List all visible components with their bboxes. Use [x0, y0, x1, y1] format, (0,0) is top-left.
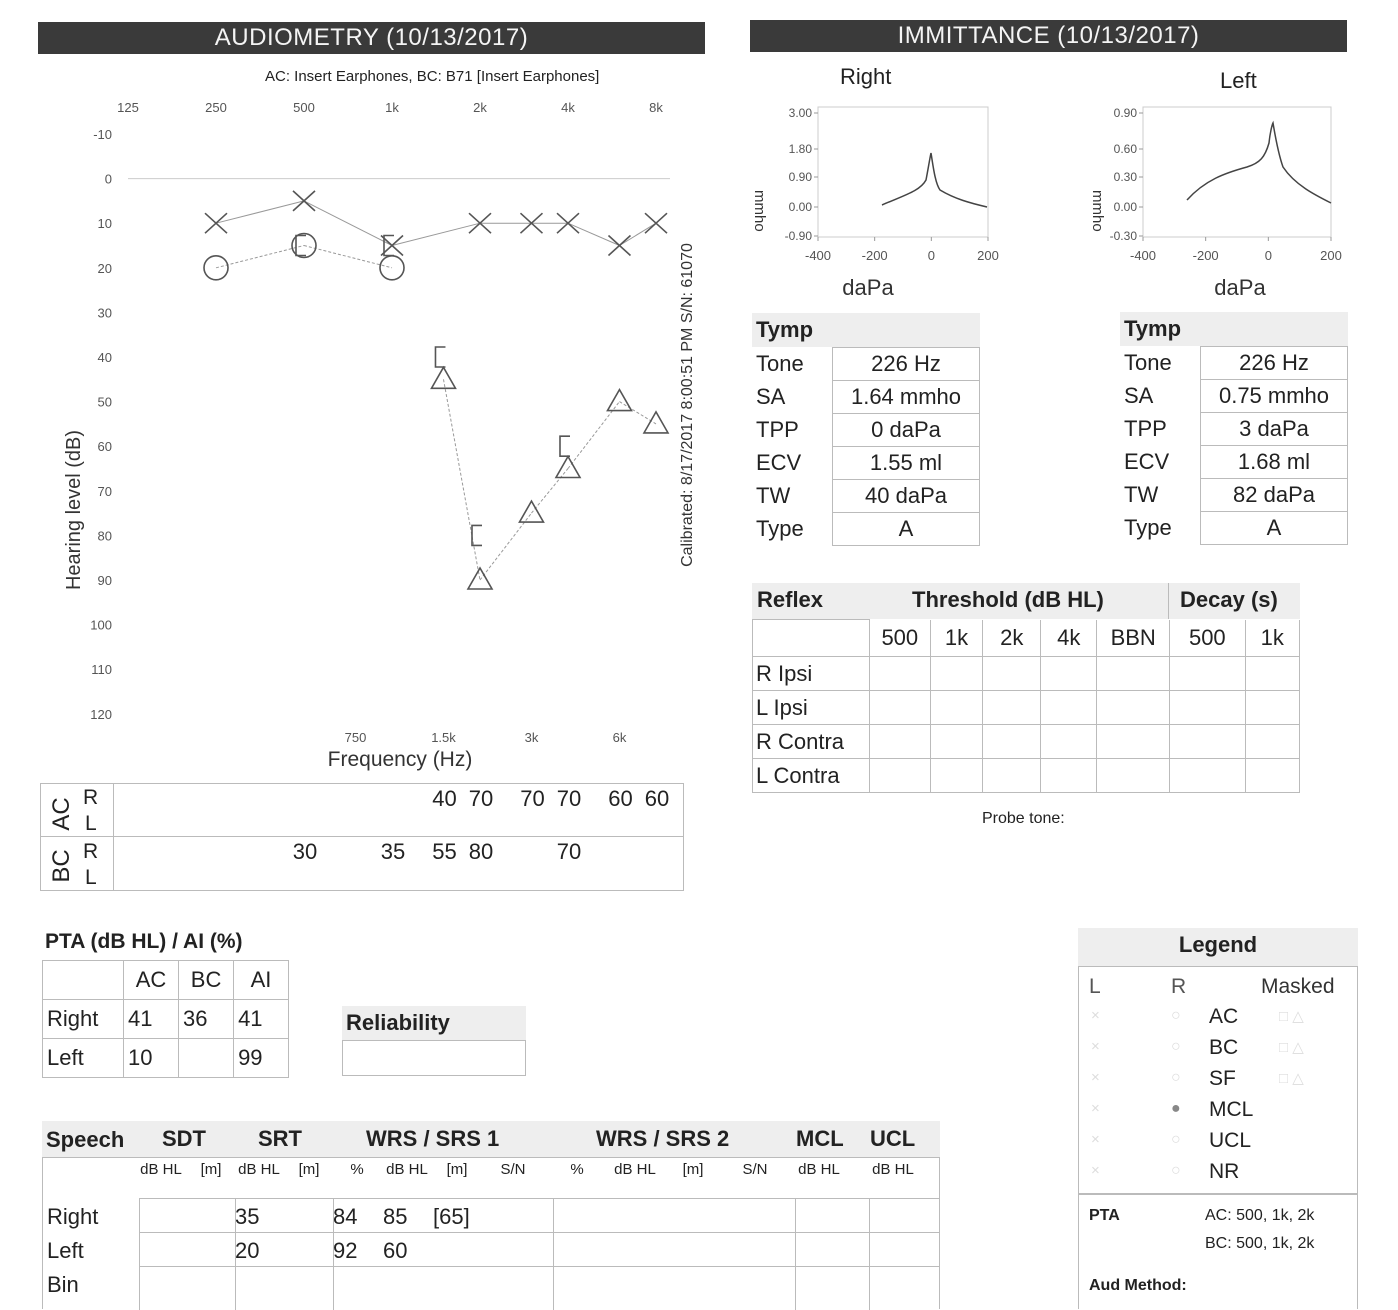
series-segment: [443, 379, 480, 580]
tymp-row: [752, 381, 980, 414]
speech-sub-header: S/N: [500, 1161, 526, 1178]
reflex-cell: [1041, 759, 1097, 793]
y-tick-label: 40: [97, 350, 112, 365]
ac-label: AC: [48, 797, 75, 831]
reflex-row-label: L Ipsi: [753, 691, 870, 725]
reflex-cell: [983, 759, 1041, 793]
right-ac-masked-triangle-mark: [556, 457, 580, 478]
right-ac-masked-triangle-mark: [607, 390, 631, 411]
pta-col-header: BC: [179, 961, 234, 1000]
audiogram-xlabel: Frequency (Hz): [327, 748, 473, 771]
series-segment: [216, 201, 304, 223]
reflex-cell: [1170, 657, 1246, 691]
speech-cell: [65]: [433, 1204, 470, 1229]
tymp-row: [1120, 347, 1348, 380]
tymp-key: Type: [756, 516, 804, 541]
reflex-cell: [1245, 657, 1299, 691]
reflex-cell: [1097, 657, 1170, 691]
speech-cell: 20: [235, 1238, 260, 1263]
y-tick-label: 70: [97, 483, 112, 499]
reliability-box: [342, 1040, 526, 1076]
threshold-value: 70: [520, 786, 545, 811]
speech-group-header: UCL: [870, 1126, 916, 1151]
speech-sub-header: dB HL: [872, 1161, 914, 1178]
audiogram-ticks: [90, 100, 663, 745]
tymp-row: [752, 414, 980, 447]
threshold-value: 70: [468, 786, 494, 811]
series-segment: [568, 223, 619, 245]
top-freq-label: 1k: [385, 100, 399, 115]
reflex-cell: [1041, 657, 1097, 691]
tymp-left-header: Tymp: [1120, 312, 1348, 346]
tymp-row: [1120, 479, 1348, 512]
reflex-cell: [1245, 759, 1299, 793]
legend-masked-symbol: □ △: [1279, 1039, 1304, 1056]
x-tick-label: 0: [927, 248, 935, 263]
legend-row-label: NR: [1209, 1160, 1240, 1183]
speech-sub-header: dB HL: [614, 1161, 656, 1178]
immittance-title: IMMITTANCE (10/13/2017): [750, 20, 1347, 52]
right-ac-masked-triangle-mark: [519, 501, 543, 522]
reflex-row: [753, 759, 1300, 793]
reflex-cell: [930, 725, 982, 759]
tymp-right-curve: [882, 153, 987, 207]
reflex-cell: [983, 691, 1041, 725]
legend-col-r: R: [1171, 975, 1187, 998]
tymp-value: 226 Hz: [1201, 347, 1348, 380]
speech-row-label: Right: [47, 1204, 99, 1229]
x-tick-label: -400: [804, 248, 832, 263]
series-segment: [216, 246, 304, 268]
tymp-right-ylabel: mmho: [751, 190, 768, 232]
reflex-cell: [869, 691, 930, 725]
threshold-value: 55: [432, 839, 457, 864]
tymp-row: [1120, 446, 1348, 479]
tymp-value: 1.64 mmho: [833, 381, 980, 414]
reliability-title: Reliability: [342, 1006, 526, 1040]
reflex-cell: [1041, 691, 1097, 725]
y-tick-label: 110: [91, 662, 112, 678]
pta-value: 99: [234, 1039, 289, 1078]
tymp-left-ylabel: mmho: [1089, 190, 1106, 232]
series-segment: [304, 201, 392, 246]
legend-title: Legend: [1078, 928, 1358, 966]
top-freq-label: 125: [117, 100, 139, 115]
probe-tone: Probe tone:: [982, 810, 1065, 827]
legend-masked-symbol: □ △: [1279, 1008, 1304, 1025]
y-tick-label: 1.80: [788, 142, 812, 156]
tymp-right-yticks: [785, 106, 818, 243]
series-segment: [619, 223, 656, 245]
legend-left-symbol: ×: [1091, 1069, 1100, 1086]
reflex-cell: [983, 725, 1041, 759]
threshold-value: 80: [468, 839, 494, 864]
tymp-key: SA: [1124, 383, 1154, 408]
tymp-row: [1120, 380, 1348, 413]
speech-sub-header: [m]: [446, 1161, 468, 1178]
left-ac-x-mark: [608, 236, 630, 256]
bc-l-label: L: [85, 866, 97, 889]
reflex-col-header: 1k: [930, 620, 982, 657]
y-tick-label: -0.90: [784, 229, 812, 243]
reflex-cell: [930, 691, 982, 725]
tymp-key: ECV: [1124, 449, 1170, 474]
bc-label: BC: [48, 849, 75, 883]
top-freq-label: 2k: [473, 100, 487, 115]
tymp-value: 1.55 ml: [833, 447, 980, 480]
x-tick-label: -400: [1129, 248, 1157, 263]
legend-row-label: MCL: [1209, 1098, 1254, 1121]
speech-row-label: Left: [47, 1238, 84, 1263]
speech-cell: 84: [333, 1204, 358, 1229]
legend-right-symbol: ●: [1171, 1100, 1181, 1117]
bottom-freq-label: 1.5k: [431, 730, 456, 745]
legend-row-label: AC: [1209, 1005, 1239, 1028]
legend-pta-box: [1078, 1194, 1358, 1309]
audiogram-marks: [204, 191, 668, 589]
left-ac-x-mark: [293, 191, 315, 211]
reflex-cell: [1245, 725, 1299, 759]
pta-title: PTA (dB HL) / AI (%): [45, 930, 243, 953]
y-tick-label: 60: [97, 439, 112, 455]
reflex-row-label: R Contra: [753, 725, 870, 759]
right-bc-masked-bracket-mark: [435, 347, 445, 367]
pta-row-label: Left: [43, 1039, 124, 1078]
legend-aud-method: Aud Method:: [1089, 1277, 1187, 1294]
tymp-value: 226 Hz: [833, 348, 980, 381]
speech-sub-header: [m]: [682, 1161, 704, 1178]
speech-sub-header: %: [350, 1161, 364, 1178]
pta-value: 41: [234, 1000, 289, 1039]
pta-table: [42, 960, 289, 1078]
tymp-key: Tone: [1124, 350, 1172, 375]
tymp-left-yticks: [1110, 106, 1143, 243]
x-tick-label: -200: [861, 248, 888, 263]
tymp-row: [1120, 512, 1348, 545]
tymp-value: A: [833, 513, 980, 546]
reflex-table: [752, 583, 1300, 793]
speech-sub-header: dB HL: [238, 1161, 280, 1178]
tymp-value: 3 daPa: [1201, 413, 1348, 446]
y-tick-label: 0: [104, 171, 112, 187]
tymp-value: 0.75 mmho: [1201, 380, 1348, 413]
speech-group-header: MCL: [796, 1126, 844, 1151]
tymp-key: ECV: [756, 450, 802, 475]
speech-group-header: SRT: [258, 1126, 302, 1151]
tymp-right-label: Right: [840, 64, 892, 89]
audiometry-title: AUDIOMETRY (10/13/2017): [38, 22, 705, 54]
tymp-left-xlabel: daPa: [1214, 275, 1266, 300]
tymp-key: TW: [756, 483, 791, 508]
bc-r-label: R: [83, 840, 99, 863]
reflex-row: [753, 657, 1300, 691]
y-tick-label: 120: [90, 706, 112, 722]
y-tick-label: 20: [97, 260, 112, 276]
y-tick-label: -0.30: [1109, 229, 1137, 243]
audiogram-lines: [216, 201, 656, 580]
reflex-cell: [1097, 691, 1170, 725]
series-segment: [480, 513, 531, 580]
legend-col-l: L: [1089, 975, 1101, 998]
legend-pta-label: PTA: [1089, 1207, 1120, 1224]
tymp-left-curve: [1187, 123, 1331, 203]
reflex-col-header: 2k: [983, 620, 1041, 657]
speech-cell: 35: [235, 1204, 260, 1229]
threshold-value: 60: [608, 786, 633, 811]
reflex-decay-header: Decay (s): [1180, 587, 1278, 612]
reflex-row-label: R Ipsi: [753, 657, 870, 691]
reflex-row: [753, 691, 1300, 725]
pta-value: 36: [179, 1000, 234, 1039]
legend-right-symbol: ○: [1171, 1162, 1181, 1179]
y-tick-label: 0.90: [788, 170, 812, 184]
speech-sub-header: [m]: [200, 1161, 222, 1178]
top-freq-label: 4k: [561, 100, 575, 115]
y-tick-label: 100: [90, 617, 112, 633]
tymp-value: 40 daPa: [833, 480, 980, 513]
series-segment: [568, 402, 619, 469]
ac-l-label: L: [85, 812, 97, 835]
legend-left-symbol: ×: [1091, 1100, 1100, 1117]
audiogram-chart: [30, 90, 710, 780]
reflex-col-header: 500: [869, 620, 930, 657]
tymp-row: [1120, 413, 1348, 446]
legend-right-symbol: ○: [1171, 1131, 1181, 1148]
pta-col-header: AI: [234, 961, 289, 1000]
legend-box: [1078, 966, 1358, 1194]
right-ac-masked-triangle-mark: [431, 367, 455, 388]
legend-row-label: BC: [1209, 1036, 1239, 1059]
pta-row-label: Right: [43, 1000, 124, 1039]
reflex-cell: [869, 657, 930, 691]
speech-group-header: WRS / SRS 2: [596, 1126, 730, 1151]
tymp-value: 1.68 ml: [1201, 446, 1348, 479]
threshold-value: 30: [292, 839, 318, 864]
tymp-right-xticks: [805, 237, 999, 263]
legend-left-symbol: ×: [1091, 1038, 1100, 1055]
bottom-freq-label: 750: [344, 730, 367, 745]
speech-sub-header: dB HL: [140, 1161, 182, 1178]
threshold-value: 70: [556, 786, 582, 811]
y-tick-label: 50: [97, 394, 112, 410]
reflex-col-header: 4k: [1041, 620, 1097, 657]
transducer-info: AC: Insert Earphones, BC: B71 [Insert Earphones]: [265, 68, 600, 85]
series-segment: [392, 223, 480, 245]
reflex-cell: [930, 759, 982, 793]
y-tick-label: 30: [97, 305, 112, 321]
pta-row: [43, 1000, 289, 1039]
speech-table: [42, 1157, 940, 1309]
tymp-left-label: Left: [1220, 68, 1257, 93]
tymp-left-xticks: [1130, 237, 1342, 263]
tymp-right-xlabel: daPa: [842, 275, 894, 300]
audiogram-ylabel: Hearing level (dB): [63, 429, 85, 591]
tympanogram-right: [740, 95, 1010, 305]
right-bc-masked-bracket-mark: [560, 436, 570, 456]
reflex-cell: [1097, 725, 1170, 759]
speech-row-label: Bin: [47, 1272, 79, 1297]
y-tick-label: 0.60: [1113, 142, 1137, 156]
speech-group-header: SDT: [162, 1126, 206, 1151]
legend-left-symbol: ×: [1091, 1162, 1100, 1179]
legend-row-label: UCL: [1209, 1129, 1252, 1152]
speech-sub-header: [m]: [298, 1161, 320, 1178]
tymp-value: 0 daPa: [833, 414, 980, 447]
legend-right-symbol: ○: [1171, 1069, 1181, 1086]
legend-col-masked: Masked: [1261, 975, 1335, 998]
tymp-key: TPP: [1124, 416, 1167, 441]
ac-r-label: R: [83, 786, 99, 809]
pta-value: 41: [124, 1000, 179, 1039]
speech-cell: 92: [333, 1238, 358, 1263]
tymp-value: A: [1201, 512, 1348, 545]
y-tick-label: -10: [93, 127, 112, 142]
tymp-value: 82 daPa: [1201, 479, 1348, 512]
tymp-row: [752, 480, 980, 513]
tymp-key: TPP: [756, 417, 799, 442]
legend-left-symbol: ×: [1091, 1131, 1100, 1148]
bottom-freq-label: 3k: [524, 730, 539, 745]
pta-value: [179, 1039, 234, 1078]
y-tick-label: 3.00: [788, 106, 812, 120]
x-tick-label: -200: [1192, 248, 1219, 263]
threshold-value: 35: [380, 839, 406, 864]
reflex-cell: [1041, 725, 1097, 759]
bottom-freq-label: 6k: [612, 730, 627, 745]
reflex-col-header: 500: [1170, 620, 1246, 657]
top-freq-label: 8k: [649, 100, 663, 115]
reflex-cell: [1245, 691, 1299, 725]
y-tick-label: 0.00: [788, 200, 812, 214]
tymp-right-table: [752, 313, 980, 546]
speech-sub-header: %: [570, 1161, 584, 1178]
y-tick-label: 0.30: [1113, 170, 1137, 184]
x-tick-label: 200: [1320, 248, 1342, 263]
calibration-info: Calibrated: 8/17/2017 8:00:51 PM S/N: 61070: [679, 243, 696, 567]
legend-masked-symbol: □ △: [1279, 1070, 1304, 1087]
reflex-cell: [1170, 759, 1246, 793]
x-tick-label: 0: [1264, 248, 1272, 263]
y-tick-label: 10: [97, 216, 112, 232]
legend-pta-bc: BC: 500, 1k, 2k: [1205, 1235, 1315, 1252]
tymp-row: [752, 348, 980, 381]
pta-col-header: AC: [124, 961, 179, 1000]
top-freq-label: 250: [205, 100, 227, 115]
speech-sub-header: dB HL: [798, 1161, 840, 1178]
top-freq-label: 500: [293, 100, 315, 115]
reflex-row: [753, 725, 1300, 759]
tymp-row: [752, 447, 980, 480]
reflex-row-label: L Contra: [753, 759, 870, 793]
pta-value: 10: [124, 1039, 179, 1078]
series-segment: [304, 246, 392, 268]
legend-left-symbol: ×: [1091, 1007, 1100, 1024]
legend-row-label: SF: [1209, 1067, 1236, 1090]
reflex-cell: [1170, 691, 1246, 725]
y-tick-label: 0.90: [1113, 106, 1137, 120]
reflex-cell: [1170, 725, 1246, 759]
speech-sub-header: dB HL: [386, 1161, 428, 1178]
tymp-key: Type: [1124, 515, 1172, 540]
y-tick-label: 0.00: [1113, 200, 1137, 214]
speech-sub-header: S/N: [742, 1161, 768, 1178]
tympanogram-left: [1075, 95, 1355, 305]
tymp-key: Tone: [756, 351, 804, 376]
speech-group-header: WRS / SRS 1: [366, 1126, 500, 1151]
reflex-cell: [869, 725, 930, 759]
reflex-cell: [1097, 759, 1170, 793]
tymp-key: TW: [1124, 482, 1159, 507]
tymp-row: [752, 513, 980, 546]
reflex-header: Reflex: [757, 587, 824, 612]
reflex-col-header: BBN: [1097, 620, 1170, 657]
pta-row: [43, 1039, 289, 1078]
reflex-col-header: 1k: [1245, 620, 1299, 657]
speech-cell: 85: [383, 1204, 408, 1229]
x-tick-label: 200: [977, 248, 999, 263]
reflex-cell: [930, 657, 982, 691]
reflex-cell: [983, 657, 1041, 691]
reflex-threshold-header: Threshold (dB HL): [912, 587, 1104, 612]
threshold-value: 70: [556, 839, 582, 864]
legend-pta-ac: AC: 500, 1k, 2k: [1205, 1207, 1315, 1224]
series-segment: [531, 469, 568, 514]
legend-right-symbol: ○: [1171, 1038, 1181, 1055]
left-ac-x-mark: [205, 213, 227, 233]
y-tick-label: 90: [97, 573, 112, 588]
tymp-key: SA: [756, 384, 786, 409]
threshold-value: 40: [432, 786, 457, 811]
legend-right-symbol: ○: [1171, 1007, 1181, 1024]
tymp-right-header: Tymp: [752, 313, 980, 347]
speech-cell: 60: [383, 1238, 408, 1263]
y-tick-label: 80: [97, 528, 112, 544]
speech-title: Speech: [46, 1127, 125, 1152]
threshold-value: 60: [644, 786, 670, 811]
reflex-cell: [869, 759, 930, 793]
tymp-left-table: [1120, 312, 1348, 545]
threshold-table: [40, 783, 684, 891]
